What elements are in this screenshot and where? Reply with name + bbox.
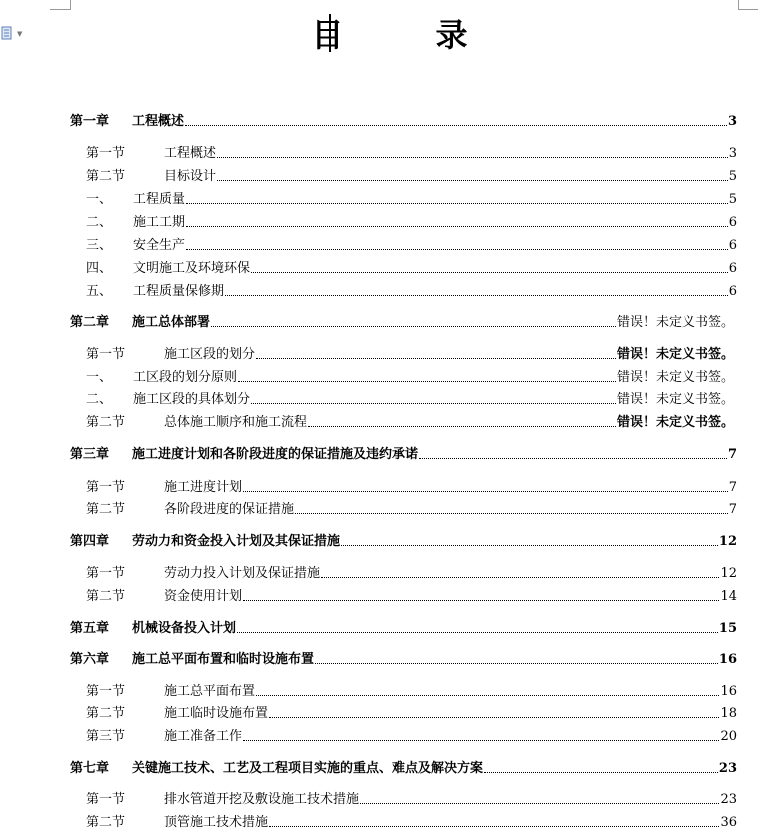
toc-entry-title: 目标设计 [164, 169, 217, 184]
toc-entry-page-number: 16 [718, 652, 737, 667]
toc-entry-page-number: 23 [718, 761, 737, 776]
toc-entry-title: 施工临时设施布置 [164, 706, 269, 721]
toc-entry[interactable] [86, 238, 737, 254]
toc-entry-number: 第三节 [86, 729, 126, 744]
toc-entry[interactable] [86, 215, 737, 231]
toc-entry-title: 机械设备投入计划 [132, 621, 237, 636]
toc-entry-page-number: 7 [728, 502, 737, 517]
toc-dot-leader [237, 632, 718, 633]
toc-entry-number: 二、 [86, 392, 113, 407]
toc-entry[interactable] [86, 480, 737, 496]
toc-entry[interactable] [70, 114, 737, 130]
toc-dot-leader [360, 803, 719, 804]
toc-entry[interactable] [86, 392, 734, 408]
toc-dot-leader [185, 125, 727, 126]
toc-entry-error-text: 错误！未定义书签。 [616, 392, 734, 407]
toc-dot-leader [186, 203, 728, 204]
toc-dot-leader [211, 326, 616, 327]
toc-entry-number: 三、 [86, 238, 113, 253]
toc-dot-leader [419, 458, 727, 459]
toc-dot-leader [186, 249, 728, 250]
toc-entry-title: 工程概述 [132, 114, 185, 129]
toc-entry-title: 工程概述 [164, 146, 217, 161]
toc-dot-leader [217, 157, 728, 158]
toc-entry-number: 四、 [86, 261, 113, 276]
toc-entry[interactable] [86, 146, 737, 162]
toc-entry-title: 施工进度计划 [164, 480, 243, 495]
toc-entry-page-number: 6 [728, 215, 737, 230]
toc-entry-number: 第二章 [70, 315, 110, 330]
toc-entry-title: 工程质量保修期 [133, 284, 225, 299]
toc-entry[interactable] [86, 729, 737, 745]
toc-entry-title: 安全生产 [133, 238, 186, 253]
toc-entry-page-number: 20 [720, 729, 737, 744]
toc-entry-title: 关键施工技术、工艺及工程项目实施的重点、难点及解决方案 [132, 761, 484, 776]
toc-dot-leader [251, 403, 616, 404]
toc-entry-page-number: 5 [728, 169, 737, 184]
toc-dot-leader [269, 717, 719, 718]
toc-entry-title: 各阶段进度的保证措施 [164, 502, 295, 517]
toc-entry-page-number: 6 [728, 284, 737, 299]
toc-dot-leader [341, 545, 718, 546]
toc-entry-title: 施工区段的具体划分 [133, 392, 251, 407]
toc-entry-title: 总体施工顺序和施工流程 [164, 415, 308, 430]
toc-entry-number: 第一节 [86, 480, 126, 495]
toc-entry-error-text: 错误！未定义书签。 [616, 347, 734, 362]
toc-entry-number: 第一节 [86, 792, 126, 807]
toc-entry[interactable] [86, 502, 737, 518]
toc-entry-title: 施工工期 [133, 215, 186, 230]
title-char-1: 目 [311, 16, 344, 54]
toc-entry-number: 第一节 [86, 566, 126, 581]
toc-entry-number: 第三章 [70, 447, 110, 462]
toc-entry-title: 施工准备工作 [164, 729, 243, 744]
toc-entry[interactable] [86, 792, 737, 808]
toc-entry[interactable] [86, 261, 737, 277]
toc-entry-number: 第一节 [86, 684, 126, 699]
toc-entry-title: 劳动力和资金投入计划及其保证措施 [132, 534, 341, 549]
toc-entry-error-text: 错误！未定义书签。 [616, 370, 734, 385]
toc-entry-page-number: 14 [720, 589, 737, 604]
toc-entry-number: 第二节 [86, 169, 126, 184]
toc-dot-leader [251, 272, 728, 273]
toc-entry[interactable] [70, 447, 737, 463]
toc-entry-number: 第二节 [86, 589, 126, 604]
toc-entry[interactable] [70, 761, 737, 777]
toc-entry-number: 第一节 [86, 347, 126, 362]
toc-entry[interactable] [86, 684, 737, 700]
toc-entry-title: 工程质量 [133, 192, 186, 207]
toc-entry-page-number: 6 [728, 261, 737, 276]
toc-entry[interactable] [70, 534, 737, 550]
toc-entry-number: 第一章 [70, 114, 110, 129]
toc-entry-number: 第七章 [70, 761, 110, 776]
toc-entry-number: 一、 [86, 192, 113, 207]
toc-entry-page-number: 7 [728, 480, 737, 495]
toc-entry[interactable] [86, 370, 734, 386]
toc-entry-number: 第四章 [70, 534, 110, 549]
toc-entry[interactable] [70, 621, 737, 637]
toc-entry-page-number: 36 [720, 815, 737, 830]
toc-entry-page-number: 23 [720, 792, 737, 807]
toc-entry-number: 一、 [86, 370, 113, 385]
toc-dot-leader [321, 577, 719, 578]
toc-dot-leader [217, 180, 728, 181]
toc-entry-number: 第二节 [86, 706, 126, 721]
page-title [0, 10, 779, 56]
toc-entry-page-number: 6 [728, 238, 737, 253]
toc-dot-leader [225, 295, 728, 296]
toc-entry-number: 第一节 [86, 146, 126, 161]
toc-entry[interactable] [86, 566, 737, 582]
toc-entry-number: 第二节 [86, 415, 126, 430]
toc-dot-leader [238, 381, 616, 382]
toc-entry-number: 五、 [86, 284, 113, 299]
toc-entry-error-text: 错误！未定义书签。 [616, 415, 734, 430]
toc-entry-title: 顶管施工技术措施 [164, 815, 269, 830]
toc-entry[interactable] [86, 706, 737, 722]
toc-entry[interactable] [86, 589, 737, 605]
toc-entry-number: 第六章 [70, 652, 110, 667]
toc-entry[interactable] [86, 347, 734, 363]
toc-entry[interactable] [86, 169, 737, 185]
toc-entry-page-number: 12 [720, 566, 737, 581]
toc-dot-leader [295, 513, 728, 514]
toc-entry[interactable] [70, 652, 737, 668]
toc-entry-number: 第二节 [86, 502, 126, 517]
toc-dot-leader [243, 491, 728, 492]
toc-entry-title: 施工总体部署 [132, 315, 211, 330]
toc-entry-page-number: 15 [718, 621, 737, 636]
toc-dot-leader [243, 600, 719, 601]
toc-entry-title: 施工总平面布置 [164, 684, 256, 699]
toc-entry[interactable] [86, 192, 737, 208]
toc-entry-page-number: 3 [728, 146, 737, 161]
toc-entry-title: 施工进度计划和各阶段进度的保证措施及违约承诺 [132, 447, 419, 462]
toc-entry-number: 第五章 [70, 621, 110, 636]
toc-dot-leader [243, 740, 719, 741]
toc-entry-number: 二、 [86, 215, 113, 230]
toc-dot-leader [256, 358, 616, 359]
toc-dot-leader [484, 772, 718, 773]
toc-entry-title: 资金使用计划 [164, 589, 243, 604]
toc-entry-title: 劳动力投入计划及保证措施 [164, 566, 321, 581]
title-char-2: 录 [435, 16, 468, 54]
toc-dot-leader [315, 663, 718, 664]
toc-entry-page-number: 12 [718, 534, 737, 549]
toc-entry-page-number: 5 [728, 192, 737, 207]
toc-dot-leader [186, 226, 728, 227]
toc-entry[interactable] [86, 284, 737, 300]
toc-entry-number: 第二节 [86, 815, 126, 830]
toc-entry[interactable] [70, 315, 734, 331]
toc-entry-title: 施工区段的划分 [164, 347, 256, 362]
toc-entry[interactable] [86, 815, 737, 831]
toc-entry-title: 施工总平面布置和临时设施布置 [132, 652, 315, 667]
toc-entry-title: 工区段的划分原则 [133, 370, 238, 385]
chevron-down-icon[interactable]: ▼ [17, 30, 23, 38]
toc-entry[interactable] [86, 415, 734, 431]
toc-dot-leader [256, 695, 719, 696]
toc-entry-page-number: 18 [720, 706, 737, 721]
toc-entry-page-number: 3 [727, 114, 737, 129]
toc-dot-leader [269, 826, 719, 827]
toc-dot-leader [308, 426, 616, 427]
toc-entry-page-number: 16 [720, 684, 737, 699]
toc-entry-title: 排水管道开挖及敷设施工技术措施 [164, 792, 360, 807]
toc-entry-page-number: 7 [727, 447, 737, 462]
toc-entry-title: 文明施工及环境环保 [133, 261, 251, 276]
toc-entry-error-text: 错误！未定义书签。 [616, 315, 734, 330]
